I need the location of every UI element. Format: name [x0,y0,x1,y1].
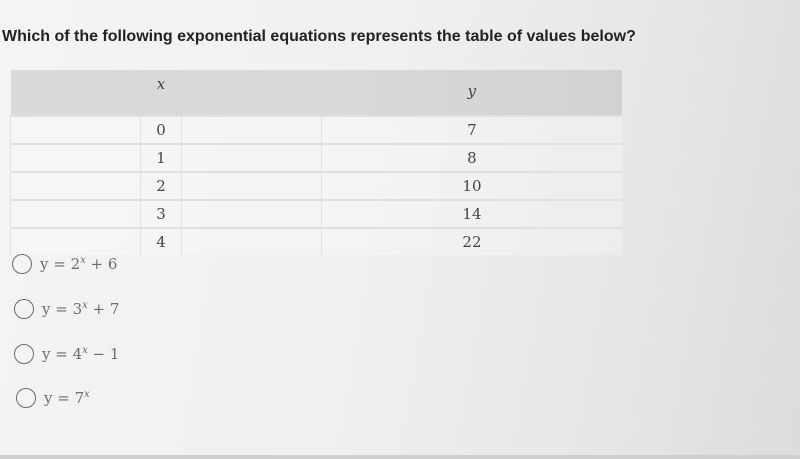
x-value: 0 [141,116,182,144]
values-table [10,70,622,255]
header-spacer-left [11,70,141,116]
choice-b-label: $y = 3^x + 7$ [42,300,120,318]
choice-d-label: $y = 7^x$ [44,389,90,407]
header-x: x [141,70,182,116]
table-row [11,144,623,172]
x-value: 3 [141,200,182,228]
question-text: Which of the following exponential equations represents the table of values below? [2,28,636,45]
table-row [11,200,623,228]
y-value: 10 [321,172,622,200]
y-value: 7 [321,116,622,144]
bottom-divider [0,455,800,459]
radio-button[interactable] [14,344,34,364]
table-row [11,172,623,200]
header-y: y [321,70,622,116]
y-value: 22 [321,228,622,255]
x-value: 4 [141,228,182,255]
y-value: 8 [321,144,622,172]
radio-button[interactable] [12,254,32,274]
header-spacer-mid [181,70,321,116]
table-header-row [11,70,623,116]
table-row [11,228,623,255]
radio-button[interactable] [14,299,34,319]
table-row [11,116,623,144]
y-value: 14 [321,200,622,228]
x-value: 1 [141,144,182,172]
choice-a-label: $y = 2^x + 6$ [40,255,118,273]
choice-c[interactable] [14,344,119,364]
radio-button[interactable] [16,388,36,408]
x-value: 2 [141,172,182,200]
choice-b[interactable] [14,299,119,319]
choice-a[interactable] [12,254,117,274]
choice-c-label: $y = 4^x - 1$ [42,345,120,363]
choice-d[interactable] [16,388,90,408]
